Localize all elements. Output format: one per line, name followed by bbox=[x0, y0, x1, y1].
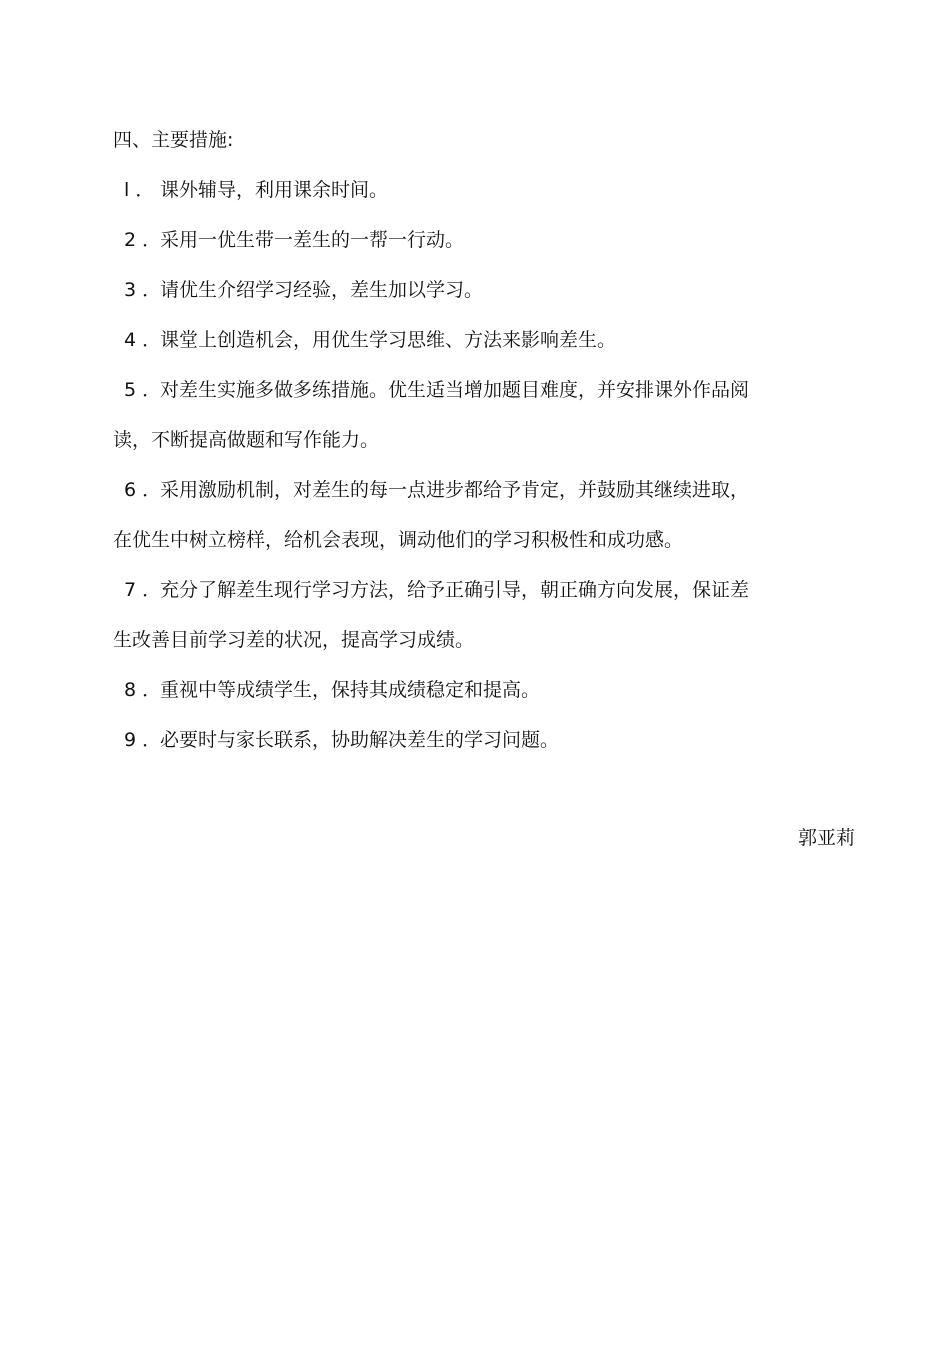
list-item-6-continuation: 在优生中树立榜样，给机会表现，调动他们的学习积极性和成功感。 bbox=[113, 529, 684, 551]
list-item-9 bbox=[124, 726, 559, 754]
item-number: 3 ． bbox=[124, 279, 162, 301]
list-item-2 bbox=[124, 226, 464, 254]
list-item-5-continuation: 读，不断提高做题和写作能力。 bbox=[113, 429, 380, 451]
item-text: 采用激励机制，对差生的每一点进步都给予肯定，并鼓励其继续进取， bbox=[160, 479, 750, 501]
item-text: 对差生实施多做多练措施。优生适当增加题目难度，并安排课外作品阅 bbox=[160, 379, 750, 401]
item-number: 8 ． bbox=[124, 679, 162, 701]
item-text: 采用一优生带一差生的一帮一行动。 bbox=[160, 229, 465, 251]
item-number: 4 ． bbox=[124, 329, 162, 351]
list-item-7-continuation: 生改善目前学习差的状况，提高学习成绩。 bbox=[113, 629, 475, 651]
item-text: 请优生介绍学习经验，差生加以学习。 bbox=[160, 279, 484, 301]
list-item-6 bbox=[124, 476, 749, 504]
item-number: l ． bbox=[124, 179, 155, 201]
item-number: 7 ． bbox=[124, 579, 162, 601]
list-item-5 bbox=[124, 376, 749, 404]
item-text: 必要时与家长联系，协助解决差生的学习问题。 bbox=[160, 729, 560, 751]
item-number: 2 ． bbox=[124, 229, 162, 251]
item-text: 重视中等成绩学生，保持其成绩稳定和提高。 bbox=[160, 679, 541, 701]
item-number: 6 ． bbox=[124, 479, 162, 501]
item-text: 课外辅导，利用课余时间。 bbox=[160, 179, 389, 201]
section-heading: 四、主要措施: bbox=[113, 129, 234, 151]
list-item-4 bbox=[124, 326, 616, 354]
author-signature: 郭亚莉 bbox=[797, 827, 855, 849]
list-item-1 bbox=[124, 176, 388, 204]
list-item-7 bbox=[124, 576, 749, 604]
item-text: 课堂上创造机会，用优生学习思维、方法来影响差生。 bbox=[160, 329, 617, 351]
list-item-8 bbox=[124, 676, 540, 704]
item-text: 充分了解差生现行学习方法，给予正确引导，朝正确方向发展，保证差 bbox=[160, 579, 750, 601]
item-number: 9 ． bbox=[124, 729, 162, 751]
item-number: 5 ． bbox=[124, 379, 162, 401]
list-item-3 bbox=[124, 276, 483, 304]
